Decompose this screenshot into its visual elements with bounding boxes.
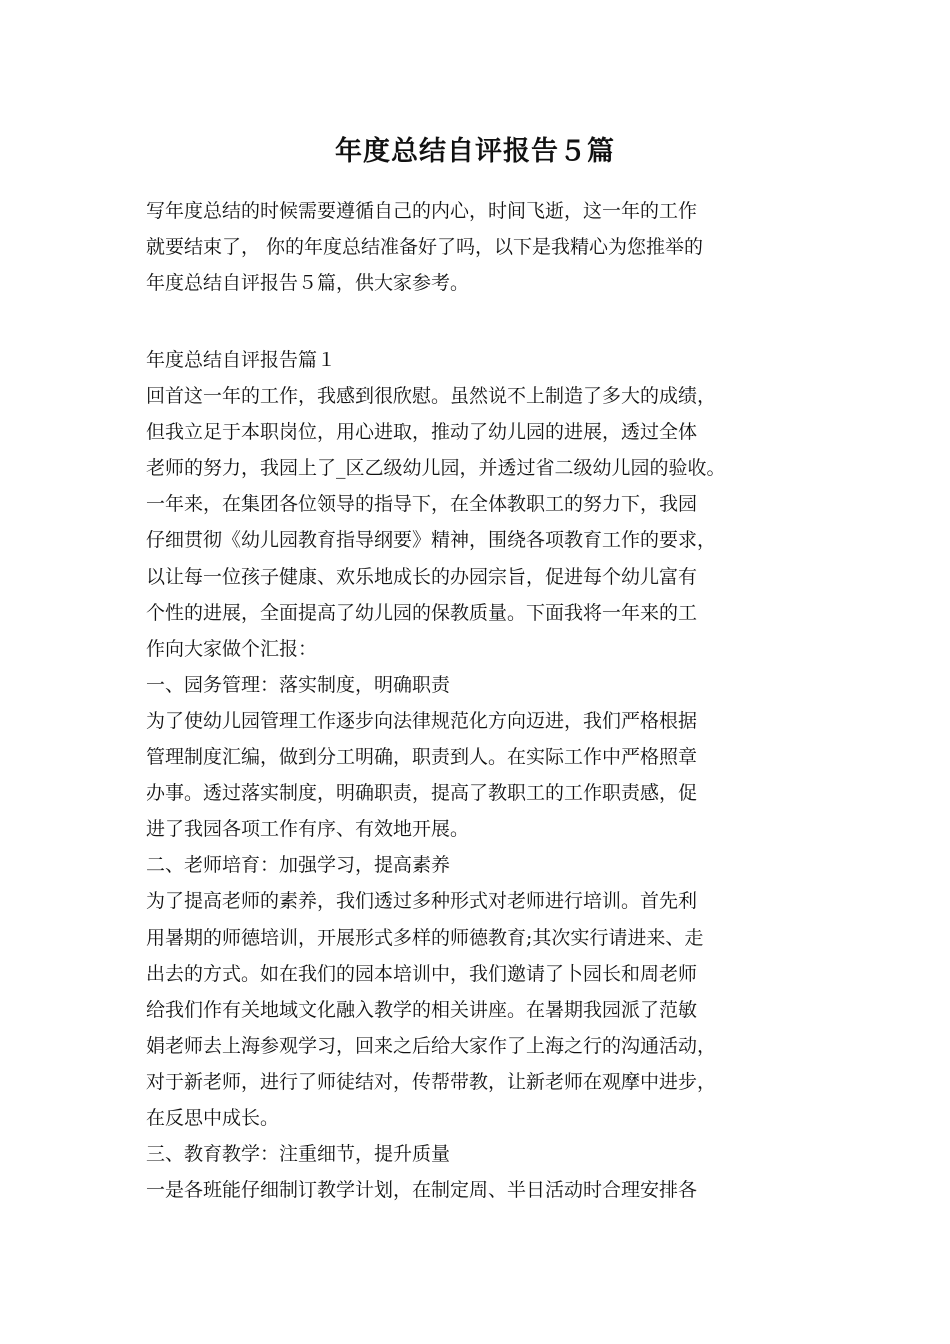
body-line: 老师的努力，我园上了_区乙级幼儿园，并透过省二级幼儿园的验收。 bbox=[146, 457, 726, 480]
body-line: 给我们作有关地域文化融入教学的相关讲座。在暑期我园派了范敏 bbox=[146, 998, 698, 1021]
body-line: 以让每一位孩子健康、欢乐地成长的办园宗旨，促进每个幼儿富有 bbox=[146, 565, 698, 588]
intro-line: 写年度总结的时候需要遵循自己的内心，时间飞逝，这一年的工作 bbox=[146, 200, 698, 222]
body-line: 娟老师去上海参观学习，回来之后给大家作了上海之行的沟通活动， bbox=[146, 1034, 717, 1057]
body-line: 管理制度汇编，做到分工明确，职责到人。在实际工作中严格照章 bbox=[146, 746, 698, 769]
body-line: 二、老师培育：加强学习，提高素养 bbox=[146, 854, 451, 877]
body-line: 为了使幼儿园管理工作逐步向法律规范化方向迈进，我们严格根据 bbox=[146, 709, 698, 732]
body-line: 用暑期的师德培训，开展形式多样的师德教育;其次实行请进来、走 bbox=[146, 926, 704, 949]
body-line: 为了提高老师的素养，我们透过多种形式对老师进行培训。首先利 bbox=[146, 890, 698, 913]
body-line: 一、园务管理：落实制度，明确职责 bbox=[146, 673, 451, 696]
body-line: 三、教育教学：注重细节，提升质量 bbox=[146, 1143, 451, 1166]
body-line: 回首这一年的工作，我感到很欣慰。虽然说不上制造了多大的成绩， bbox=[146, 385, 717, 408]
body-line: 仔细贯彻《幼儿园教育指导纲要》精神，围绕各项教育工作的要求， bbox=[146, 529, 717, 552]
body-line: 进了我园各项工作有序、有效地开展。 bbox=[146, 818, 470, 841]
body-line: 一是各班能仔细制订教学计划，在制定周、半日活动时合理安排各 bbox=[146, 1179, 698, 1202]
document-body bbox=[146, 342, 826, 1208]
body-line: 但我立足于本职岗位，用心进取，推动了幼儿园的进展，透过全体 bbox=[146, 421, 698, 444]
body-line: 作向大家做个汇报： bbox=[146, 637, 318, 660]
body-line: 出去的方式。如在我们的园本培训中，我们邀请了卜园长和周老师 bbox=[146, 962, 698, 985]
body-line: 对于新老师，进行了师徒结对，传帮带教，让新老师在观摩中进步， bbox=[146, 1070, 717, 1093]
document-title: 年度总结自评报告５篇 bbox=[335, 136, 615, 167]
intro-paragraph bbox=[146, 193, 816, 301]
body-line: 年度总结自评报告篇１ bbox=[146, 349, 337, 371]
body-line: 个性的进展，全面提高了幼儿园的保教质量。下面我将一年来的工 bbox=[146, 601, 698, 624]
intro-line: 就要结束了， 你的年度总结准备好了吗，以下是我精心为您推举的 bbox=[146, 236, 704, 258]
body-line: 一年来，在集团各位领导的指导下，在全体教职工的努力下，我园 bbox=[146, 493, 698, 516]
body-line: 在反思中成长。 bbox=[146, 1106, 280, 1129]
intro-line: 年度总结自评报告５篇，供大家参考。 bbox=[146, 272, 470, 294]
body-line: 办事。透过落实制度，明确职责，提高了教职工的工作职责感，促 bbox=[146, 782, 698, 805]
